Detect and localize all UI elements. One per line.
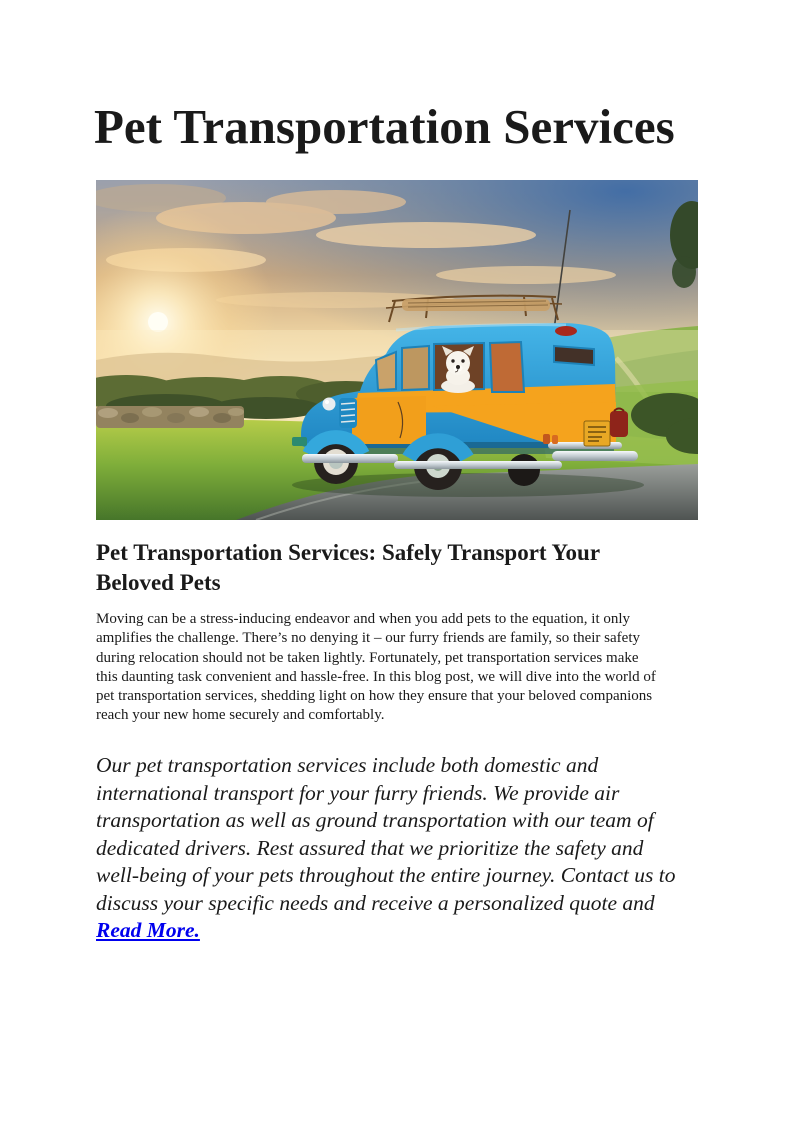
green-object: [292, 437, 307, 446]
text-line: well-being of your pets throughout the entire journey. Contact us to: [96, 863, 676, 887]
text-line: transportation as well as ground transportation with our team of: [96, 808, 654, 832]
stone-wall: [96, 406, 244, 428]
read-more-link[interactable]: Read More.: [96, 918, 200, 942]
section-heading: [96, 538, 716, 598]
text-line: pet transportation services, shedding light on how they ensure that your beloved companions: [96, 688, 653, 705]
text-line: Our pet transportation services include both domestic and: [96, 753, 599, 777]
heading-line: Beloved Pets: [96, 570, 221, 595]
services-paragraph: [96, 752, 716, 945]
page-title: Pet Transportation Services: [94, 99, 675, 154]
text-line: during relocation should not be taken lightly. Fortunately, pet transportation services make: [96, 649, 639, 666]
text-line: Moving can be a stress-inducing endeavor and when you add pets to the equation, it only: [96, 611, 631, 627]
jerry-can: [610, 411, 628, 437]
intro-paragraph: [96, 610, 716, 726]
text-line: reach your new home securely and comfortably.: [96, 707, 385, 724]
text-line: this daunting task convenient and hassle-free. In this blog post, we will dive into the world of: [96, 668, 656, 685]
text-line: international transport for your furry friends. We provide air: [96, 780, 620, 805]
heading-line: Pet Transportation Services: Safely Transport Your: [96, 540, 601, 565]
hero-illustration: [96, 180, 698, 520]
hero-image: [96, 180, 698, 520]
text-line: amplifies the challenge. There’s no denying it – our furry friends are family, so their safety: [96, 630, 640, 647]
front-door-panel: [352, 396, 426, 444]
text-line: dedicated drivers. Rest assured that we prioritize the safety and: [96, 835, 644, 860]
text-line: discuss your specific needs and receive a personalized quote and: [96, 890, 655, 915]
license-plate: [584, 421, 610, 446]
